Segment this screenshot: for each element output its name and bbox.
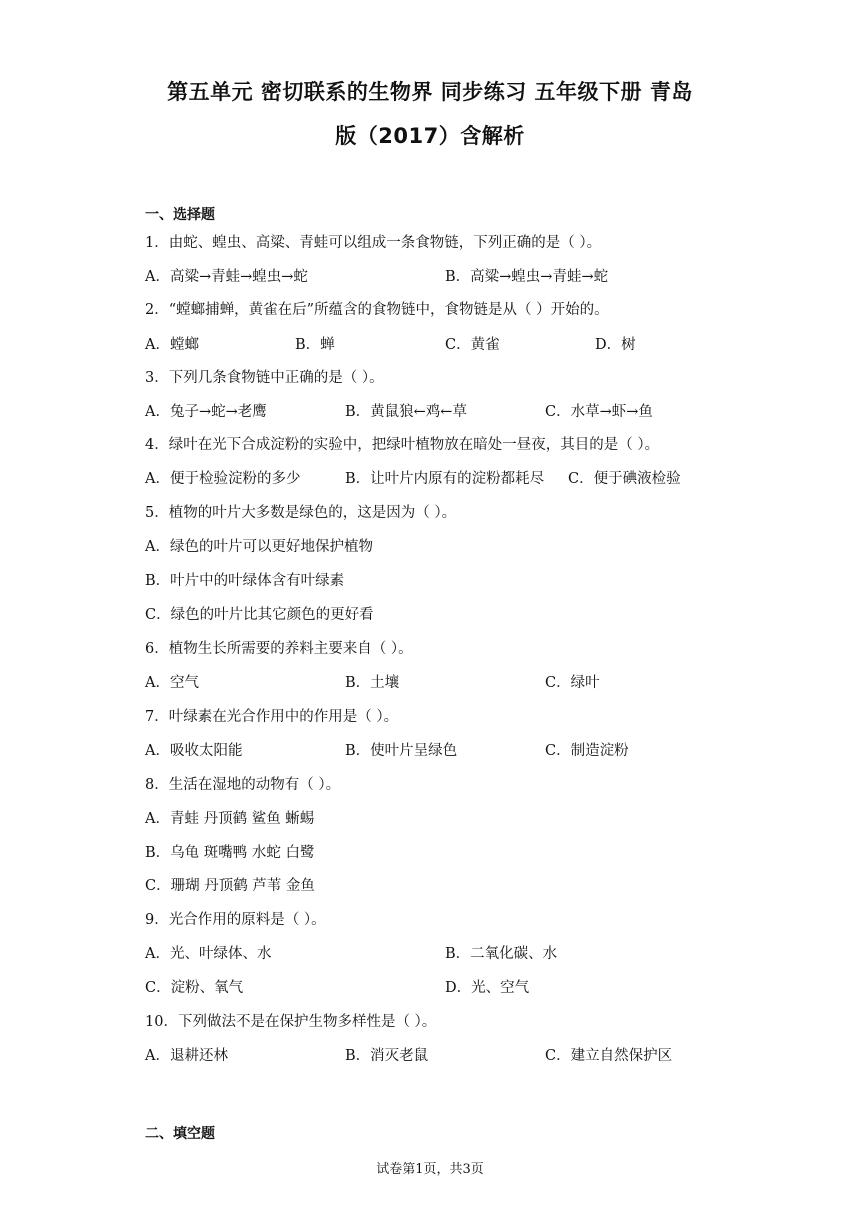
question-7-option-c: C．制造淀粉 xyxy=(545,743,629,759)
page-title-line-1: 第五单元 密切联系的生物界 同步练习 五年级下册 青岛 xyxy=(167,80,693,104)
question-4-option-b: B．让叶片内原有的淀粉都耗尽 xyxy=(345,471,545,487)
question-1-option-b: B．高粱→蝗虫→青蛙→蛇 xyxy=(445,269,609,285)
question-5-option-c: C．绿色的叶片比其它颜色的更好看 xyxy=(145,607,374,623)
section-heading-choice: 一、选择题 xyxy=(145,207,215,223)
question-3-option-c: C．水草→虾→鱼 xyxy=(545,404,653,420)
question-3-option-b: B．黄鼠狼←鸡←草 xyxy=(345,404,467,420)
question-10-option-b: B．消灭老鼠 xyxy=(345,1048,429,1064)
question-6-stem: 6．植物生长所需要的养料主要来自（ ）。 xyxy=(145,641,413,657)
page-title-line-2: 版（2017）含解析 xyxy=(335,124,525,148)
page-footer: 试卷第1页，共3页 xyxy=(376,1162,484,1177)
question-9-option-c: C．淀粉、氧气 xyxy=(145,980,244,996)
question-8-stem: 8．生活在湿地的动物有（ ）。 xyxy=(145,777,341,793)
question-5-stem: 5．植物的叶片大多数是绿色的，这是因为（ ）。 xyxy=(145,505,457,521)
question-10-option-c: C．建立自然保护区 xyxy=(545,1048,673,1064)
question-4-stem: 4．绿叶在光下合成淀粉的实验中，把绿叶植物放在暗处一昼夜，其目的是（ ）。 xyxy=(145,437,660,453)
question-6-option-a: A．空气 xyxy=(145,675,199,691)
question-8-option-b: B．乌龟 斑嘴鸭 水蛇 白鹭 xyxy=(145,845,315,861)
question-9-stem: 9．光合作用的原料是（ ）。 xyxy=(145,912,326,928)
question-1-option-a: A．高粱→青蛙→蝗虫→蛇 xyxy=(145,269,308,285)
question-9-option-a: A．光、叶绿体、水 xyxy=(145,946,272,962)
question-4-option-a: A．便于检验淀粉的多少 xyxy=(145,471,301,487)
question-8-option-a: A．青蛙 丹顶鹤 鲨鱼 蜥蜴 xyxy=(145,811,315,827)
question-1-stem: 1．由蛇、蝗虫、高粱、青蛙可以组成一条食物链，下列正确的是（ ）。 xyxy=(145,235,602,251)
question-2-option-b: B．蝉 xyxy=(295,337,335,353)
question-4-option-c: C．便于碘液检验 xyxy=(568,471,681,487)
question-2-option-d: D．树 xyxy=(595,337,636,353)
question-10-option-a: A．退耕还林 xyxy=(145,1048,228,1064)
question-5-option-b: B．叶片中的叶绿体含有叶绿素 xyxy=(145,573,345,589)
question-7-option-a: A．吸收太阳能 xyxy=(145,743,243,759)
section-heading-fill-blank: 二、填空题 xyxy=(145,1126,215,1142)
question-6-option-c: C．绿叶 xyxy=(545,675,600,691)
question-9-option-d: D．光、空气 xyxy=(445,980,530,996)
question-3-option-a: A．兔子→蛇→老鹰 xyxy=(145,404,267,420)
question-5-option-a: A．绿色的叶片可以更好地保护植物 xyxy=(145,539,373,555)
question-8-option-c: C．珊瑚 丹顶鹤 芦苇 金鱼 xyxy=(145,878,315,894)
question-9-option-b: B．二氧化碳、水 xyxy=(445,946,558,962)
question-2-option-c: C．黄雀 xyxy=(445,337,500,353)
question-7-stem: 7．叶绿素在光合作用中的作用是（ ）。 xyxy=(145,709,399,725)
question-7-option-b: B．使叶片呈绿色 xyxy=(345,743,458,759)
question-2-option-a: A．螳螂 xyxy=(145,337,199,353)
question-6-option-b: B．土壤 xyxy=(345,675,400,691)
question-3-stem: 3．下列几条食物链中正确的是（ ）。 xyxy=(145,370,384,386)
question-2-stem: 2．“螳螂捕蝉，黄雀在后”所蕴含的食物链中，食物链是从（ ）开始的。 xyxy=(145,302,609,318)
question-10-stem: 10．下列做法不是在保护生物多样性是（ ）。 xyxy=(145,1014,437,1030)
